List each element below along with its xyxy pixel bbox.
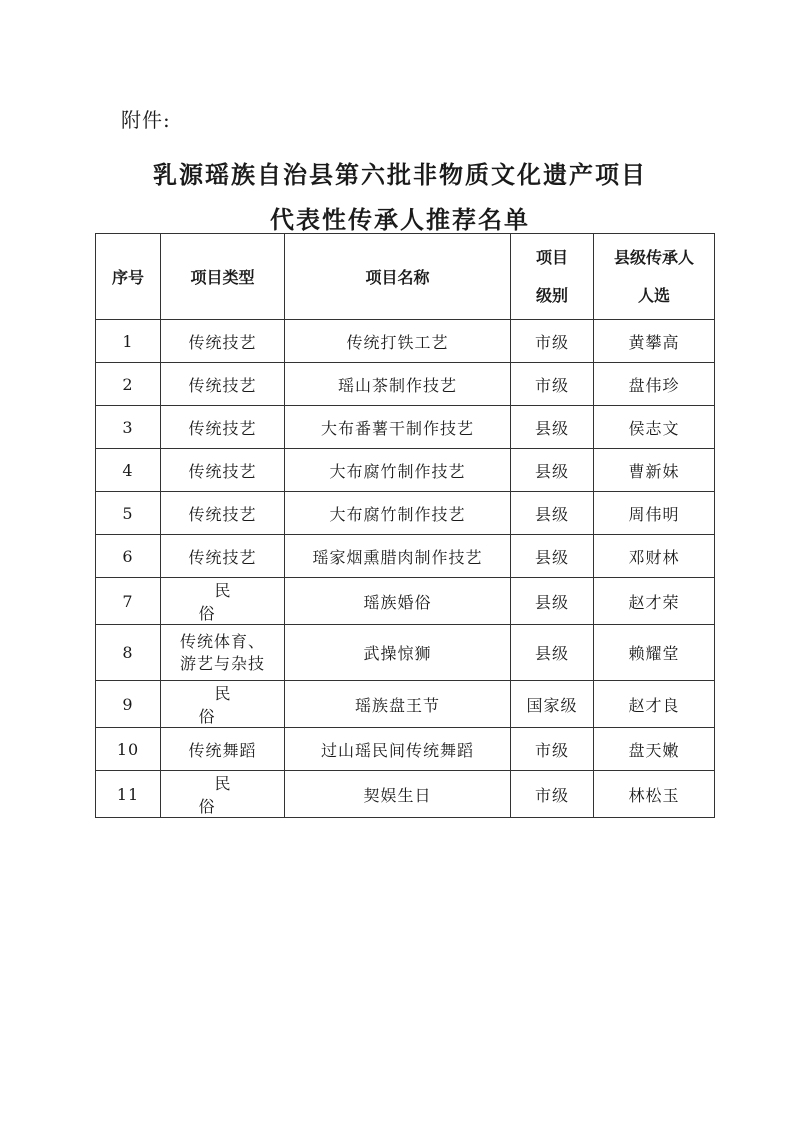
cell-seq: 3: [96, 406, 161, 449]
header-name: 项目名称: [285, 234, 511, 320]
cell-level: 市级: [511, 771, 594, 818]
cell-level: 县级: [511, 449, 594, 492]
table-header-row: [96, 234, 715, 320]
table-row: [96, 406, 715, 449]
cell-seq: 2: [96, 363, 161, 406]
header-level-line-2: 级别: [535, 285, 568, 305]
cell-level: 市级: [511, 320, 594, 363]
cell-person: 黄攀高: [594, 320, 715, 363]
cell-level: 县级: [511, 406, 594, 449]
header-seq: 序号: [96, 234, 161, 320]
cell-type: [161, 578, 285, 625]
cell-name: 大布腐竹制作技艺: [285, 449, 511, 492]
table-row: [96, 492, 715, 535]
cell-level: 国家级: [511, 681, 594, 728]
cell-level: 县级: [511, 492, 594, 535]
cell-name: 契娱生日: [285, 771, 511, 818]
cell-type: [161, 625, 285, 681]
header-person: [594, 234, 715, 320]
cell-name: 大布腐竹制作技艺: [285, 492, 511, 535]
attachment-label: 附件:: [121, 108, 171, 132]
table-row: [96, 728, 715, 771]
table-row: [96, 625, 715, 681]
cell-name: 瑶族婚俗: [285, 578, 511, 625]
cell-seq: 7: [96, 578, 161, 625]
cell-level: 市级: [511, 363, 594, 406]
cell-level: 市级: [511, 728, 594, 771]
cell-name: 武操惊狮: [285, 625, 511, 681]
cell-person: 曹新妹: [594, 449, 715, 492]
table-row: [96, 771, 715, 818]
cell-name: 传统打铁工艺: [285, 320, 511, 363]
cell-type: 传统技艺: [161, 320, 285, 363]
cell-person: 侯志文: [594, 406, 715, 449]
cell-type: 传统技艺: [161, 406, 285, 449]
cell-person: 林松玉: [594, 771, 715, 818]
cell-type: 传统技艺: [161, 492, 285, 535]
cell-seq: 6: [96, 535, 161, 578]
cell-seq: 4: [96, 449, 161, 492]
cell-level: 县级: [511, 625, 594, 681]
cell-level: 县级: [511, 578, 594, 625]
cell-name: 瑶族盘王节: [285, 681, 511, 728]
cell-person: 盘天嫩: [594, 728, 715, 771]
cell-person: 盘伟珍: [594, 363, 715, 406]
cell-seq: 8: [96, 625, 161, 681]
cell-type-text: 民俗: [198, 581, 263, 623]
cell-seq: 1: [96, 320, 161, 363]
cell-type: 传统舞蹈: [161, 728, 285, 771]
table-row: [96, 449, 715, 492]
cell-person: 赖耀堂: [594, 625, 715, 681]
cell-type: 传统技艺: [161, 363, 285, 406]
document-title-line-2: 代表性传承人推荐名单: [270, 205, 530, 234]
header-level: [511, 234, 594, 320]
cell-type-text: 民俗: [198, 684, 263, 726]
header-level-line-1: 项目: [535, 247, 568, 267]
cell-person: 赵才荣: [594, 578, 715, 625]
header-person-line-1: 县级传承人: [613, 247, 694, 267]
cell-seq: 11: [96, 771, 161, 818]
table-row: [96, 363, 715, 406]
table-row: [96, 320, 715, 363]
cell-person: 赵才良: [594, 681, 715, 728]
cell-name: 瑶山茶制作技艺: [285, 363, 511, 406]
cell-type: 传统技艺: [161, 449, 285, 492]
cell-person: 周伟明: [594, 492, 715, 535]
cell-type-line-1: 传统体育、: [179, 631, 265, 651]
table-row: [96, 578, 715, 625]
cell-type: [161, 681, 285, 728]
cell-name: 过山瑶民间传统舞蹈: [285, 728, 511, 771]
header-person-line-2: 人选: [637, 285, 670, 305]
cell-name: 瑶家烟熏腊肉制作技艺: [285, 535, 511, 578]
cell-type: 传统技艺: [161, 535, 285, 578]
cell-seq: 5: [96, 492, 161, 535]
table-row: [96, 535, 715, 578]
cell-person: 邓财林: [594, 535, 715, 578]
cell-seq: 10: [96, 728, 161, 771]
cell-name: 大布番薯干制作技艺: [285, 406, 511, 449]
cell-type-line-2: 游艺与杂技: [179, 653, 265, 673]
cell-type: [161, 771, 285, 818]
cell-level: 县级: [511, 535, 594, 578]
cell-type-text: 民俗: [198, 774, 263, 816]
header-type: 项目类型: [161, 234, 285, 320]
table-row: [96, 681, 715, 728]
document-title-line-1: 乳源瑶族自治县第六批非物质文化遗产项目: [153, 160, 647, 189]
inheritor-roster-table: [95, 233, 715, 818]
cell-seq: 9: [96, 681, 161, 728]
